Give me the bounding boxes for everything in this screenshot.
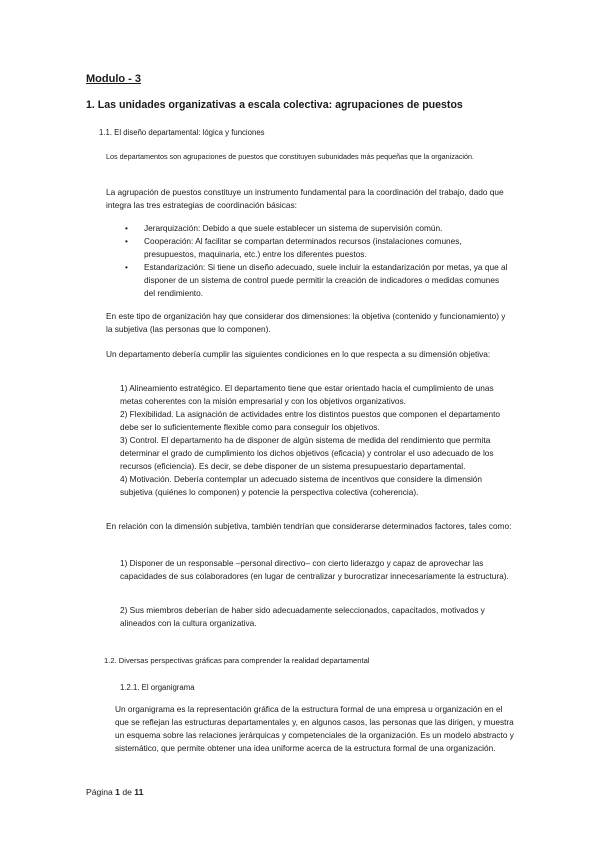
- section-title: 1. Las unidades organizativas a escala colectiva: agrupaciones de puestos: [86, 99, 463, 111]
- list-item: • Jerarquización: Debido a que suele establecer un sistema de supervisión común.: [122, 222, 512, 235]
- condiciones-paragraph: Un departamento debería cumplir las siguientes condiciones en lo que respecta a su dimensión objetiva:: [106, 349, 491, 359]
- dimensiones-paragraph: En este tipo de organización hay que considerar dos dimensiones: la objetiva (contenido y funcionamiento) y la subjetiva (las personas que lo componen).: [106, 311, 506, 334]
- subjetiva-item-2: 2) Sus miembros deberían de haber sido adecuadamente seleccionados, capacitados, motivados y alineados con la cultura organizativa.: [120, 605, 485, 628]
- footer-page-number: 1: [115, 787, 120, 797]
- footer-total-pages: 11: [134, 787, 144, 797]
- list-item: • Estandarización: Si tiene un diseño adecuado, suele incluir la estandarización por metas, ya que al disponer de un sistema de control puede permitir la creación de indicadores o medidas comunes del rendimiento.: [122, 261, 512, 300]
- agrupacion-paragraph: La agrupación de puestos constituye un instrumento fundamental para la coordinación del trabajo, dado que integra las tres estrategias de coordinación básicas:: [106, 187, 504, 210]
- condiciones-list: 1) Alineamiento estratégico. El departamento tiene que estar orientado hacia el cumplimiento de unas metas coherentes con la misión empresarial y con los objetivos organizativos. 2) Flexibilidad. La asignación de actividades entre los distintos puestos que componen el departamento debe ser lo suficientemente flexible como para conseguir los objetivos. 3) Control. El departamento ha de disponer de algún sistema de medida del rendimiento que permita determinar el grado de cumplimiento los dichos objetivos (eficacia) y controlar el uso adecuado de los recursos (eficiencia). Es decir, se debe disponer de un sistema presupuestario departamental. 4) Motivación. Debería contemplar un adecuado sistema de incentivos que considere la dimensión subjetiva (quiénes lo componen) y potencie la perspectiva colectiva (coherencia).: [120, 383, 501, 497]
- intro-paragraph: Los departamentos son agrupaciones de puestos que constituyen subunidades más pequeñas que la organización.: [106, 152, 475, 161]
- organigrama-paragraph: Un organigrama es la representación gráfica de la estructura formal de una empresa u organización en el que se reflejan las estructuras departamentales y, en algunos casos, las personas que las dirigen, y muestra un esquema sobre las relaciones jerárquicas y competenciales de la organización. Es un modelo abstracto y sistemático, que permite obtener una idea uniforme acerca de la estructura formal de una organización.: [115, 704, 514, 753]
- footer-of-word: de: [122, 787, 132, 797]
- footer-page-word: Página: [86, 787, 113, 797]
- list-item: • Cooperación: Al facilitar se compartan determinados recursos (instalaciones comunes, presupuestos, maquinaria, etc.) entre los diferentes puestos.: [122, 235, 512, 261]
- subsection-heading-1-2-1: 1.2.1. El organigrama: [120, 683, 195, 692]
- subjetiva-paragraph: En relación con la dimensión subjetiva, también tendrían que considerarse determinados factores, tales como:: [106, 521, 512, 531]
- module-title: Modulo - 3: [86, 73, 141, 85]
- subjetiva-item-1: 1) Disponer de un responsable –personal directivo– con cierto liderazgo y capaz de aprovechar las capacidades de sus colaboradores (en lugar de centralizar y burocratizar innecesariamente la estructura).: [120, 558, 509, 581]
- coordination-list: [122, 222, 512, 300]
- subsection-heading-1-1: 1.1. El diseño departamental: lógica y funciones: [99, 128, 265, 137]
- page-footer: [86, 787, 143, 797]
- subsection-heading-1-2: 1.2. Diversas perspectivas gráficas para comprender la realidad departamental: [104, 656, 370, 665]
